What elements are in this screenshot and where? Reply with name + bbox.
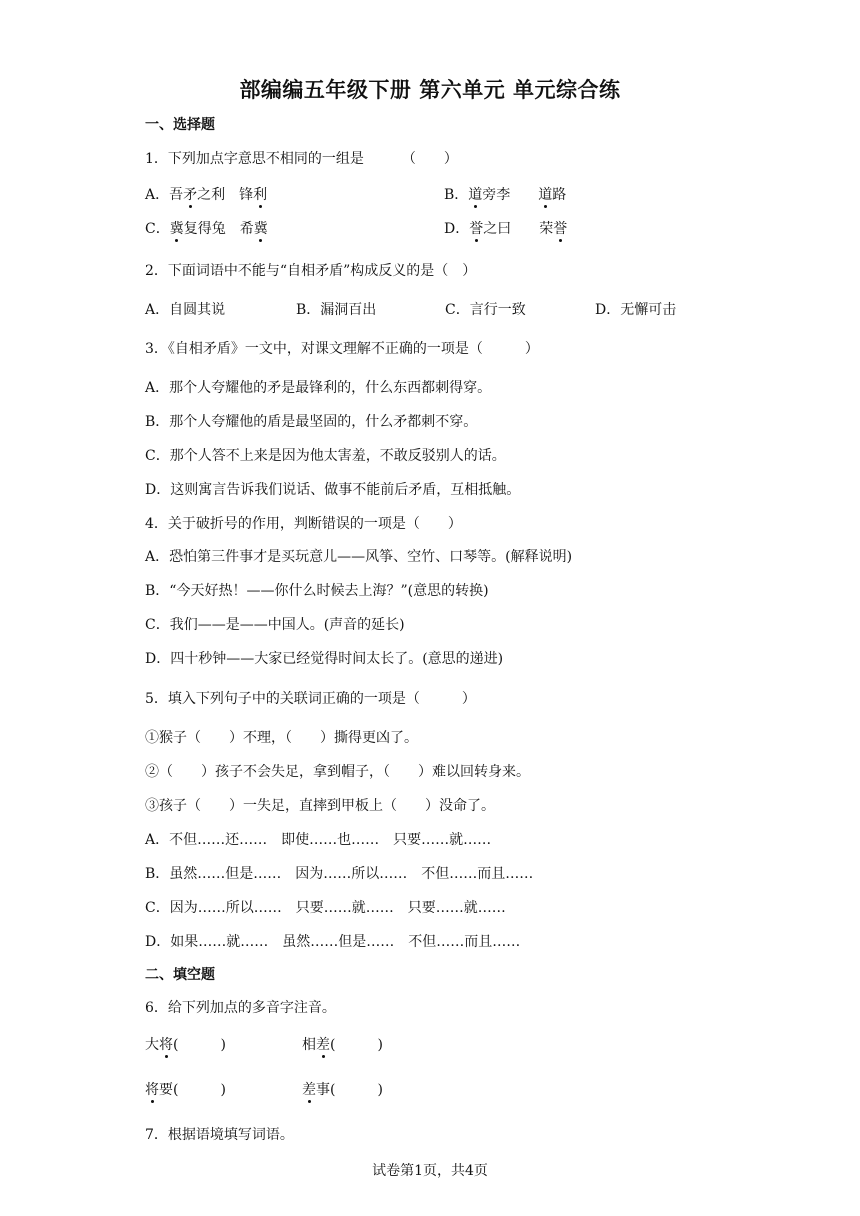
question-5-sentence-3: ③孩子（ ）一失足，直摔到甲板上（ ）没命了。 xyxy=(145,798,495,814)
question-2-option-b: B．漏洞百出 xyxy=(296,302,377,318)
dotted-char: 差 xyxy=(302,1082,316,1098)
dotted-char: 冀 xyxy=(253,221,268,237)
question-1-text: 1．下列加点字意思不相同的一组是 xyxy=(145,151,364,167)
question-3-option-b: B．那个人夸耀他的盾是最坚固的，什么矛都刺不穿。 xyxy=(145,414,478,430)
question-6-item-1: 大将( ) xyxy=(145,1037,226,1053)
pinyin-blank: ( ) xyxy=(173,1082,226,1098)
question-2-option-c: C．言行一致 xyxy=(445,302,526,318)
question-4-option-b: B．“今天好热！——你什么时候去上海？”(意思的转换) xyxy=(145,583,489,599)
question-2-option-a: A．自圆其说 xyxy=(145,302,226,318)
question-5-sentence-2: ②（ ）孩子不会失足，拿到帽子，（ ）难以回转身来。 xyxy=(145,764,530,780)
question-1-option-a: A．吾矛之利 锋利 xyxy=(145,187,268,203)
question-3-stem: 3．《自相矛盾》一文中，对课文理解不正确的一项是（ ） xyxy=(145,341,539,357)
dotted-char: 将 xyxy=(159,1037,173,1053)
dotted-char: 誉 xyxy=(469,221,484,237)
question-5-option-d: D．如果……就…… 虽然……但是…… 不但……而且…… xyxy=(145,934,521,950)
question-1-option-d: D．誉之曰 荣誉 xyxy=(444,221,568,237)
question-5-option-c: C．因为……所以…… 只要……就…… 只要……就…… xyxy=(145,900,506,916)
question-4-option-c: C．我们——是——中国人。(声音的延长) xyxy=(145,617,405,633)
pinyin-blank: ( ) xyxy=(330,1082,383,1098)
dotted-char: 利 xyxy=(253,187,268,203)
dotted-char: 冀 xyxy=(169,221,184,237)
section-heading-choice: 一、选择题 xyxy=(145,117,215,133)
page-title: 部编编五年级下册 第六单元 单元综合练 xyxy=(239,78,621,102)
dotted-char: 誉 xyxy=(553,221,568,237)
question-6-item-2: 相差( ) xyxy=(302,1037,383,1053)
dotted-char: 道 xyxy=(468,187,483,203)
question-3-option-d: D．这则寓言告诉我们说话、做事不能前后矛盾，互相抵触。 xyxy=(145,482,521,498)
pinyin-blank: ( ) xyxy=(173,1037,226,1053)
question-3-option-a: A．那个人夸耀他的矛是最锋利的，什么东西都刺得穿。 xyxy=(145,380,492,396)
question-4-stem: 4．关于破折号的作用，判断错误的一项是（ ） xyxy=(145,516,462,532)
question-1-option-b: B．道旁李 道路 xyxy=(444,187,567,203)
question-7-stem: 7．根据语境填写词语。 xyxy=(145,1127,294,1143)
dotted-char: 矛 xyxy=(183,187,198,203)
question-1-answer-paren: （ ） xyxy=(401,151,458,167)
question-5-option-a: A．不但……还…… 即使……也…… 只要……就…… xyxy=(145,832,492,848)
question-6-stem: 6．给下列加点的多音字注音。 xyxy=(145,1000,336,1016)
question-3-option-c: C．那个人答不上来是因为他太害羞，不敢反驳别人的话。 xyxy=(145,448,506,464)
pinyin-blank: ( ) xyxy=(330,1037,383,1053)
question-5-stem: 5．填入下列句子中的关联词正确的一项是（ ） xyxy=(145,691,476,707)
question-5-sentence-1: ①猴子（ ）不理，（ ）撕得更凶了。 xyxy=(145,730,418,746)
question-2-stem: 2．下面词语中不能与“自相矛盾”构成反义的是（ ） xyxy=(145,263,477,279)
dotted-char: 差 xyxy=(316,1037,330,1053)
dotted-char: 道 xyxy=(538,187,553,203)
question-2-option-d: D．无懈可击 xyxy=(595,302,677,318)
dotted-char: 将 xyxy=(145,1082,159,1098)
page-footer: 试卷第1页，共4页 xyxy=(372,1163,488,1179)
question-4-option-d: D．四十秒钟——大家已经觉得时间太长了。(意思的递进) xyxy=(145,651,504,667)
question-6-item-4: 差事( ) xyxy=(302,1082,383,1098)
section-heading-fill: 二、填空题 xyxy=(145,967,215,983)
question-4-option-a: A．恐怕第三件事才是买玩意儿——风筝、空竹、口琴等。(解释说明) xyxy=(145,549,573,565)
question-5-option-b: B．虽然……但是…… 因为……所以…… 不但……而且…… xyxy=(145,866,534,882)
question-6-item-3: 将要( ) xyxy=(145,1082,226,1098)
question-1-stem xyxy=(145,148,458,168)
question-1-option-c: C．冀复得兔 希冀 xyxy=(145,221,268,237)
